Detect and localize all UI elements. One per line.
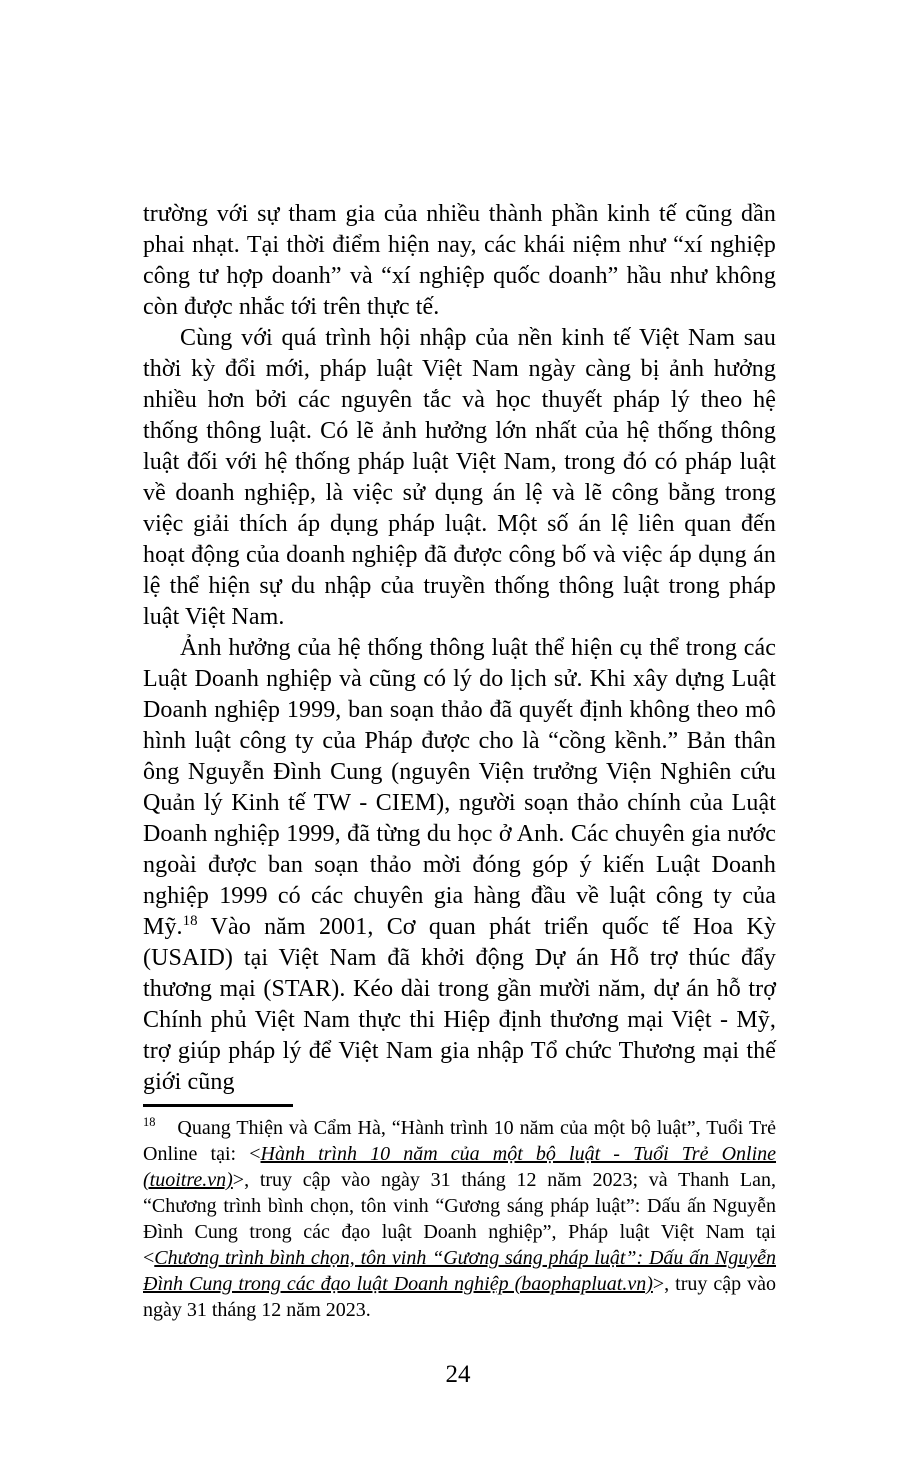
paragraph-text: Vào năm 2001, Cơ quan phát triển quốc tế Hoa Kỳ (USAID) tại Việt Nam đã khởi động Dự án Hỗ trợ thúc đẩy thương mại (STAR). Kéo dài trong gần mười năm, dự án hỗ trợ Chính phủ Việt Nam thực thi Hiệp định thương mại Việt - Mỹ, trợ giúp pháp lý để Việt Nam gia nhập Tổ chức Thương mại thế giới cũng (143, 914, 776, 1095)
page-number: 24 (445, 1361, 471, 1388)
footnote-text: >, truy cập vào ngày 31 tháng 12 năm 2023. (143, 1273, 776, 1321)
footnote-ref[interactable]: 18 (182, 913, 198, 929)
footnote-text: >, truy cập vào ngày 31 tháng 12 năm 2023; và Thanh Lan, “Chương trình bình chọn, tôn vinh “Gương sáng pháp luật”: Dấu ấn Nguyễn Đình Cung trong các đạo luật Doanh nghiệp”, Pháp luật Việt Nam tại < (143, 1169, 776, 1269)
paragraph-text: Ảnh hưởng của hệ thống thông luật thể hiện cụ thể trong các Luật Doanh nghiệp và cũng có lý do lịch sử. Khi xây dựng Luật Doanh nghiệp 1999, ban soạn thảo đã quyết định không theo mô hình luật công ty của Pháp được cho là “cồng kềnh.” Bản thân ông Nguyễn Đình Cung (nguyên Viện trưởng Viện Nghiên cứu Quản lý Kinh tế TW - CIEM), người soạn thảo chính của Luật Doanh nghiệp 1999, đã từng du học ở Anh. Các chuyên gia nước ngoài được ban soạn thảo mời đóng góp ý kiến Luật Doanh nghiệp 1999 có các chuyên gia hàng đầu về luật công ty của Mỹ. (143, 635, 776, 940)
paragraph-continuation: trường với sự tham gia của nhiều thành phần kinh tế cũng dần phai nhạt. Tại thời điểm hiện nay, các khái niệm như “xí nghiệp công tư hợp doanh” và “xí nghiệp quốc doanh” hầu như không còn được nhắc tới trên thực tế. (143, 201, 776, 320)
text-column (143, 199, 776, 1323)
footnote-text: Quang Thiện và Cẩm Hà, “Hành trình 10 năm của một bộ luật”, Tuổi Trẻ Online tại: < (143, 1117, 776, 1165)
paragraph (143, 633, 776, 1098)
body-text (143, 199, 776, 1098)
footnote-marker: 18 (143, 1115, 156, 1130)
footnote-link[interactable]: Hành trình 10 năm của một bộ luật - Tuổi Trẻ Online (tuoitre.vn) (143, 1143, 777, 1191)
footnote-section (143, 1104, 776, 1323)
footnote-separator-rule (143, 1104, 293, 1107)
footnote-link[interactable]: Chương trình bình chọn, tôn vinh “Gương sáng pháp luật”: Dấu ấn Nguyễn Đình Cung trong các đạo luật Doanh nghiệp (baophapluat.vn) (143, 1247, 776, 1295)
paragraph: Cùng với quá trình hội nhập của nền kinh tế Việt Nam sau thời kỳ đổi mới, pháp luật Việt Nam ngày càng bị ảnh hưởng nhiều hơn bởi các nguyên tắc và học thuyết pháp lý theo hệ thống thông luật. Có lẽ ảnh hưởng lớn nhất của hệ thống thông luật đối với hệ thống pháp luật Việt Nam, trong đó có pháp luật về doanh nghiệp, là việc sử dụng án lệ và lẽ công bằng trong việc giải thích áp dụng pháp luật. Một số án lệ liên quan đến hoạt động của doanh nghiệp đã được công bố và việc áp dụng án lệ thể hiện sự du nhập của truyền thống thông luật trong pháp luật Việt Nam. (143, 325, 776, 630)
footnote (143, 1115, 776, 1323)
